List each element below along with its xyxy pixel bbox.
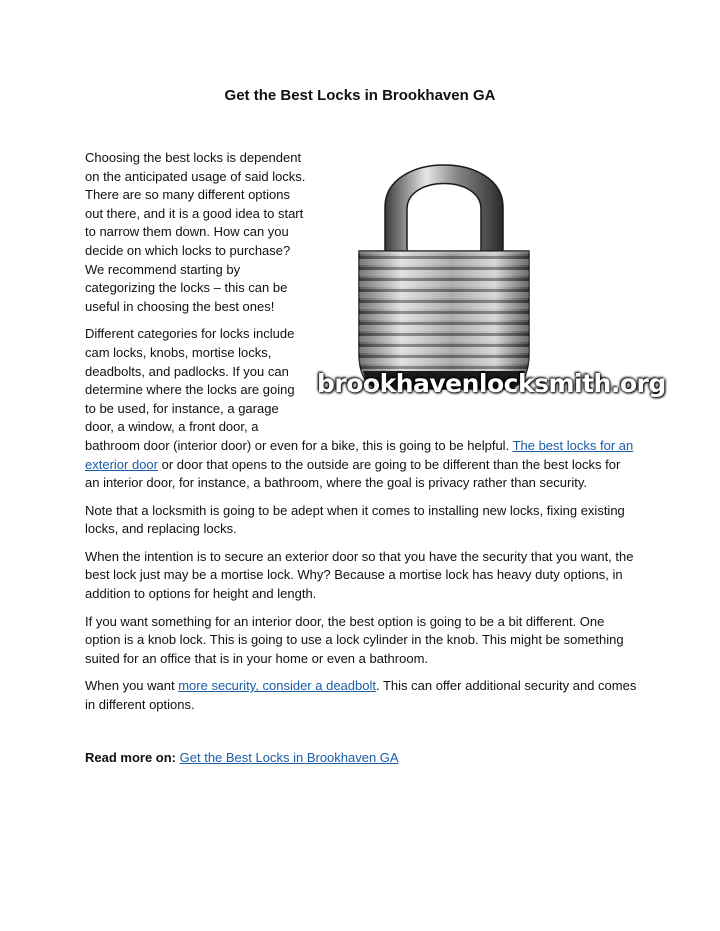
paragraph-mortise: When the intention is to secure an exterior door so that you have the security that you want, the best lock just may be a mortise lock. Why? Because a mortise lock has heavy duty options, in addition to options for height and length. bbox=[85, 548, 634, 602]
page-title: Get the Best Locks in Brookhaven GA bbox=[224, 87, 496, 104]
watermark-text: brookhavenlocksmith.org bbox=[317, 369, 666, 398]
read-more-label: Read more on: bbox=[85, 749, 177, 765]
paragraph-text: . This can offer additional security and comes in different options. bbox=[85, 678, 637, 713]
paragraph-text: or door that opens to the outside are going to be different than the best locks for an interior door, for instance, a bathroom, where the goal is privacy rather than security. bbox=[85, 456, 621, 491]
paragraph-locksmith: Note that a locksmith is going to be adept when it comes to installing new locks, fixing existing locks, and replacing locks. bbox=[85, 502, 625, 537]
paragraph-interior: If you want something for an interior door, the best option is going to be a bit different. One option is a knob lock. This is going to use a lock cylinder in the knob. This might be something suited for an office that is in your home or even a bathroom. bbox=[85, 613, 624, 666]
paragraph-deadbolt bbox=[85, 677, 637, 714]
exterior-door-link[interactable]: The best locks for an exterior door bbox=[85, 437, 634, 472]
padlock-image bbox=[315, 149, 666, 417]
paragraph-text: Different categories for locks include cam locks, knobs, mortise locks, deadbolts, and padlocks. If you can determine where the locks are going to be used, for instance, a garage door, a window, a front door, a bathroom door (interior door) or even for a bike, this is going to be helpful. bbox=[85, 326, 513, 453]
paragraph-text: When you want bbox=[85, 678, 179, 694]
article-body bbox=[85, 149, 666, 776]
paragraph-intro: Choosing the best locks is dependent on the anticipated usage of said locks. There are so many different options out there, and it is a good idea to start to narrow them down. How can you decide on which locks to purchase? We recommend starting by categorizing the locks – this can be useful in choosing the best ones! bbox=[85, 150, 306, 314]
read-more-link[interactable]: Get the Best Locks in Brookhaven GA bbox=[179, 749, 399, 765]
deadbolt-link[interactable]: more security, consider a deadbolt bbox=[178, 678, 376, 694]
read-more-line bbox=[85, 749, 637, 768]
